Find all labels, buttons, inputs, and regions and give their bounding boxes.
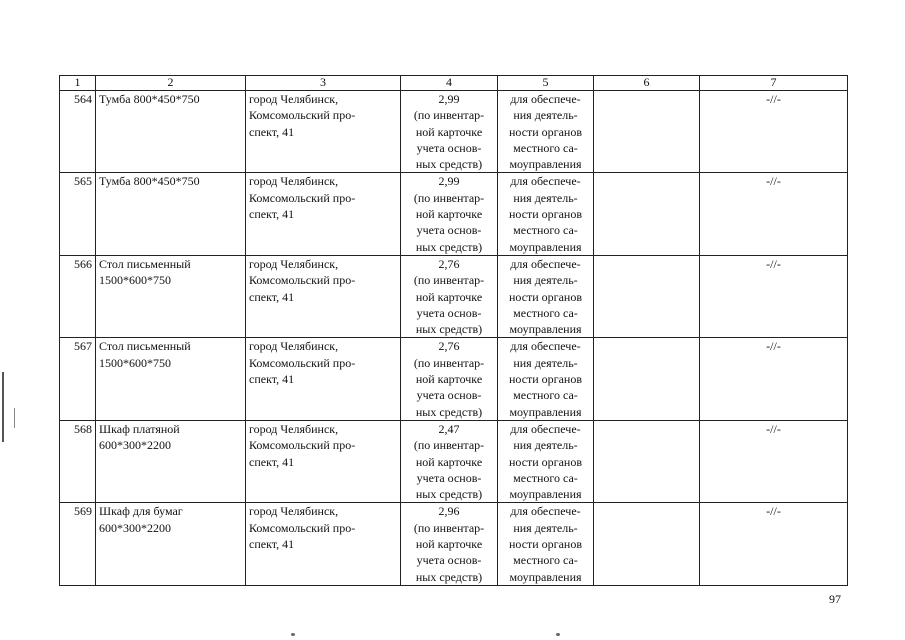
item-purpose: для обеспече- ния деятель- ности органов местного са- моуправления <box>508 504 583 584</box>
item-cost: 2,96 (по инвентар- ной карточке учета основ- ных средств) <box>413 504 485 584</box>
column-header: 1 <box>60 76 96 91</box>
item-name: Тумба 800*450*750 <box>99 174 200 189</box>
column-header: 3 <box>246 76 401 91</box>
item-name: Шкаф платяной 600*300*2200 <box>99 421 180 453</box>
column-number-row <box>60 76 848 91</box>
item-col6 <box>594 503 700 585</box>
row-number: 566 <box>60 255 96 337</box>
item-name: Тумба 800*450*750 <box>99 92 200 106</box>
column-header: 2 <box>96 76 246 91</box>
column-header: 4 <box>401 76 498 91</box>
column-header: 5 <box>498 76 594 91</box>
row-number: 567 <box>60 338 96 420</box>
row-number: 565 <box>60 173 96 255</box>
item-address: город Челябинск, Комсомольский про- спект, 41 <box>249 174 356 222</box>
item-col6 <box>594 255 700 337</box>
item-purpose: для обеспече- ния деятель- ности органов местного са- моуправления <box>508 339 583 419</box>
row-number: 564 <box>60 91 96 173</box>
item-address: город Челябинск, Комсомольский про- спект, 41 <box>249 256 356 304</box>
table-row <box>60 338 848 420</box>
item-cost: 2,76 (по инвентар- ной карточке учета основ- ных средств) <box>413 339 485 419</box>
item-cost: 2,76 (по инвентар- ной карточке учета основ- ных средств) <box>413 256 485 337</box>
table-row <box>60 503 848 585</box>
item-address: город Челябинск, Комсомольский про- спект, 41 <box>249 504 356 552</box>
item-cost: 2,99 (по инвентар- ной карточке учета основ- ных средств) <box>413 174 485 254</box>
item-purpose: для обеспече- ния деятель- ности органов местного са- моуправления <box>508 92 583 172</box>
column-header: 6 <box>594 76 700 91</box>
scan-speck <box>556 633 560 636</box>
table-row <box>60 420 848 502</box>
item-address: город Челябинск, Комсомольский про- спект, 41 <box>249 339 356 387</box>
item-cost: 2,99 (по инвентар- ной карточке учета основ- ных средств) <box>413 92 485 172</box>
item-col7: -//- <box>700 255 848 337</box>
item-purpose: для обеспече- ния деятель- ности органов местного са- моуправления <box>508 421 583 502</box>
item-col7: -//- <box>700 420 848 502</box>
item-address: город Челябинск, Комсомольский про- спект, 41 <box>249 421 356 469</box>
item-name: Стол письменный 1500*600*750 <box>99 256 191 288</box>
item-col6 <box>594 173 700 255</box>
scan-speck <box>291 633 295 636</box>
item-col7: -//- <box>700 173 848 255</box>
property-table <box>59 75 848 586</box>
scan-artifact-line <box>14 408 15 428</box>
item-col6 <box>594 91 700 173</box>
page-number: 97 <box>829 592 841 606</box>
item-col7: -//- <box>700 91 848 173</box>
item-col7: -//- <box>700 338 848 420</box>
item-col7: -//- <box>700 503 848 585</box>
item-address: город Челябинск, Комсомольский про- спект, 41 <box>249 92 356 139</box>
row-number: 568 <box>60 420 96 502</box>
item-col6 <box>594 420 700 502</box>
item-cost: 2,47 (по инвентар- ной карточке учета основ- ных средств) <box>413 421 485 502</box>
item-col6 <box>594 338 700 420</box>
column-header: 7 <box>700 76 848 91</box>
item-purpose: для обеспече- ния деятель- ности органов местного са- моуправления <box>508 256 583 337</box>
table-row <box>60 255 848 337</box>
item-purpose: для обеспече- ния деятель- ности органов местного са- моуправления <box>508 174 583 254</box>
table-row <box>60 91 848 173</box>
item-name: Стол письменный 1500*600*750 <box>99 339 191 370</box>
table-row <box>60 173 848 255</box>
row-number: 569 <box>60 503 96 585</box>
scan-artifact-line <box>2 372 4 442</box>
item-name: Шкаф для бумаг 600*300*2200 <box>99 504 183 535</box>
